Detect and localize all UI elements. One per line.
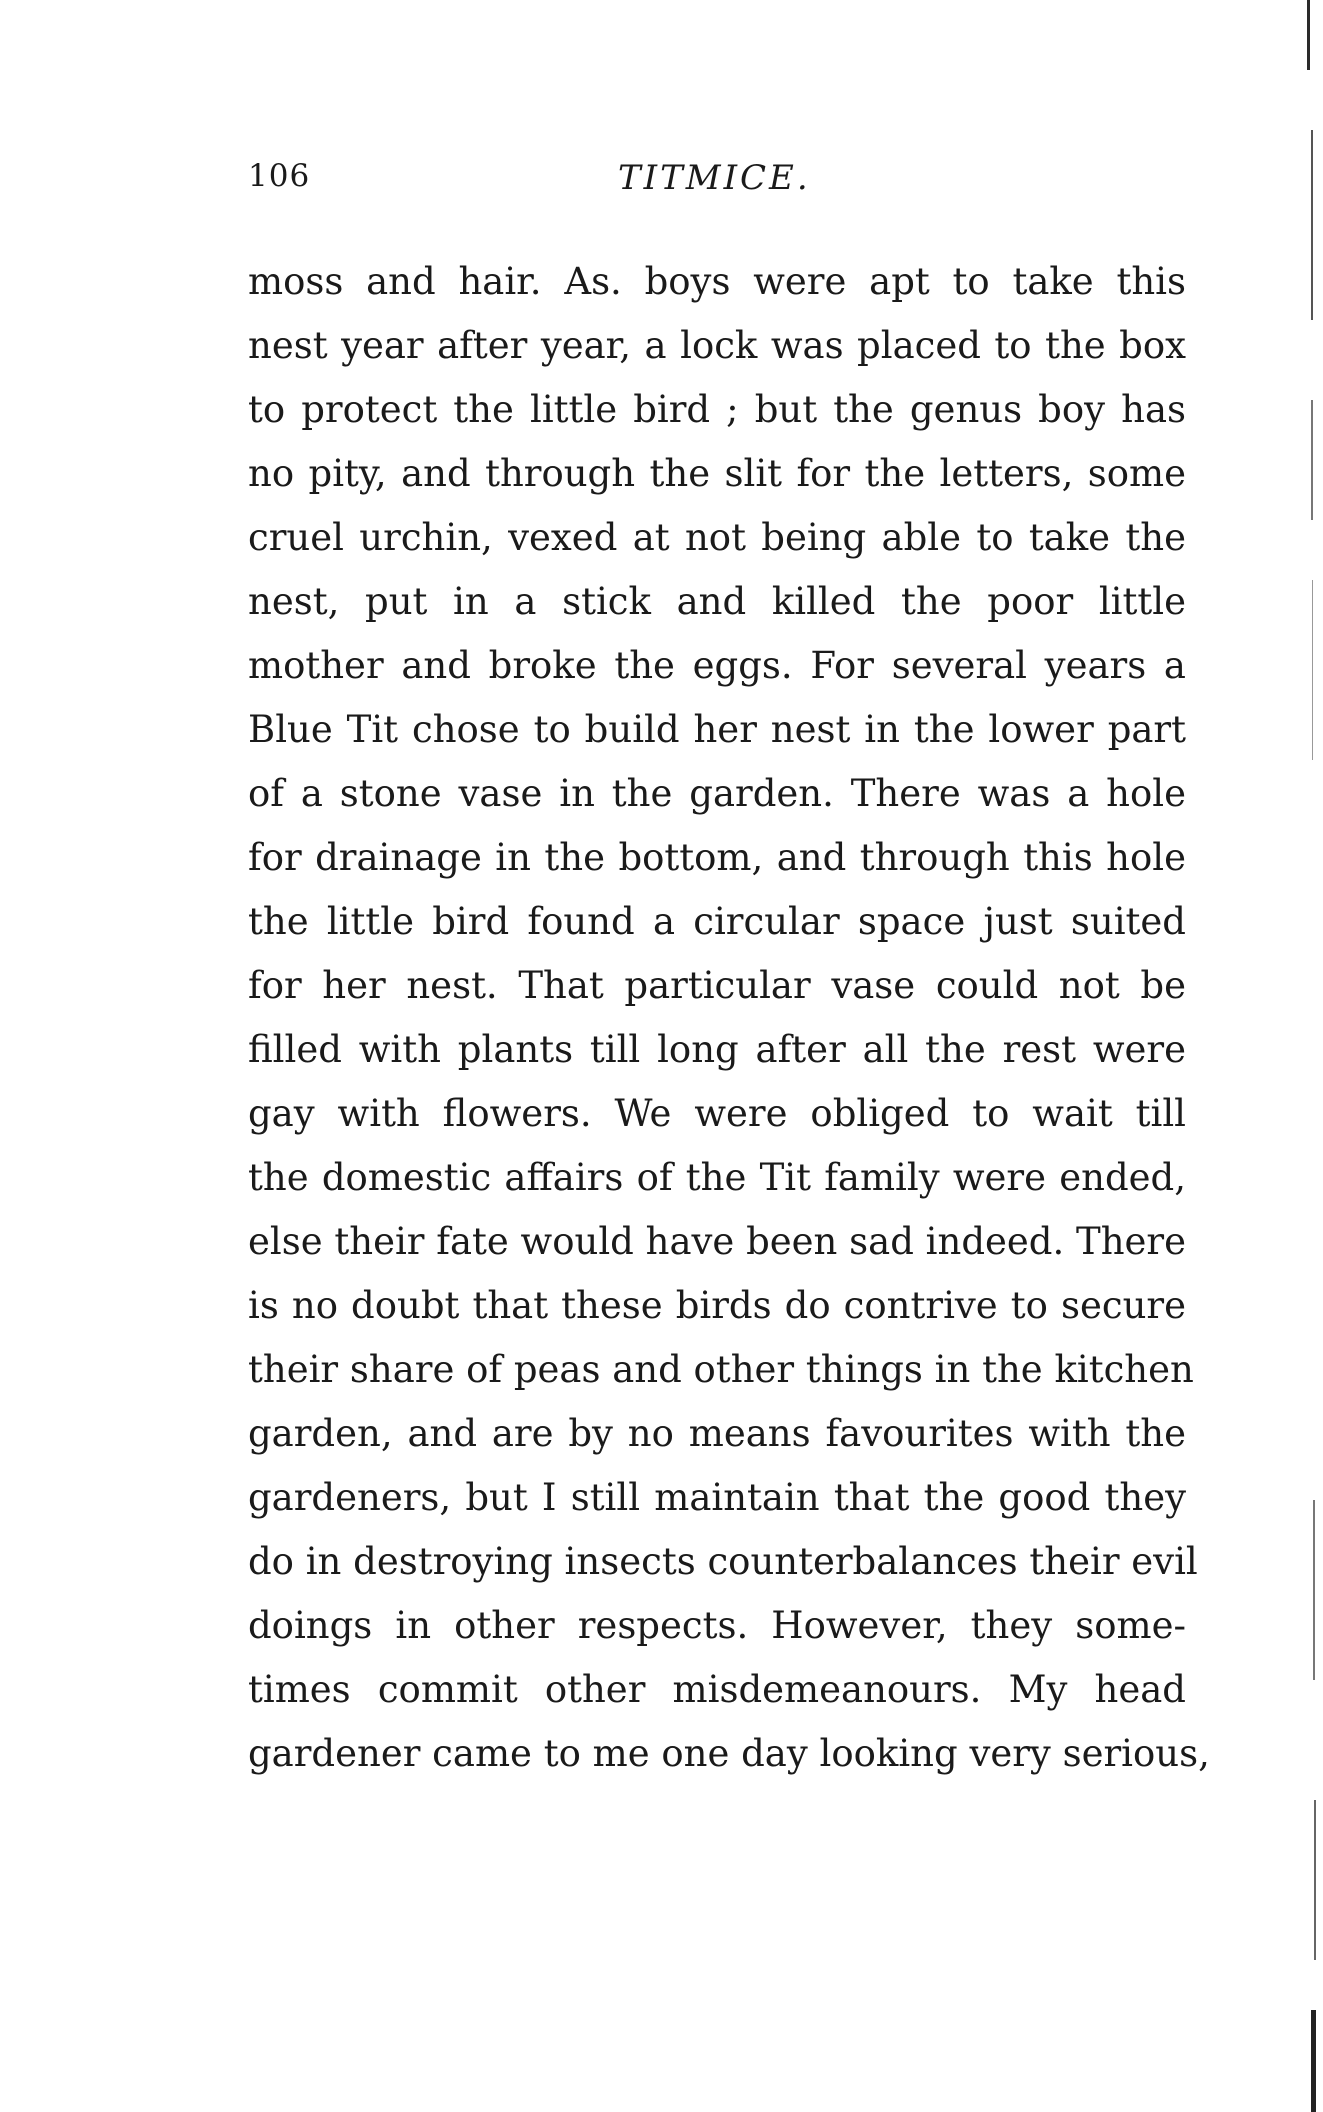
text-line: no pity, and through the slit for the letters, some <box>248 452 1186 495</box>
binding-rule <box>1312 580 1313 760</box>
page-binding-edge <box>1297 0 1323 2112</box>
binding-rule <box>1311 400 1313 520</box>
binding-rule <box>1314 1800 1316 1960</box>
text-line: gay with flowers. We were obliged to wait till <box>248 1092 1186 1135</box>
text-line: for drainage in the bottom, and through this hole <box>248 836 1186 879</box>
text-line: Blue Tit chose to build her nest in the lower part <box>248 708 1186 751</box>
text-line: cruel urchin, vexed at not being able to take the <box>248 516 1186 559</box>
text-line: is no doubt that these birds do contrive to secure <box>248 1284 1186 1327</box>
text-line: do in destroying insects counterbalances their evil <box>248 1540 1198 1583</box>
page-number: 106 <box>248 158 311 194</box>
text-line: times commit other misdemeanours. My head <box>248 1668 1186 1711</box>
text-line: nest year after year, a lock was placed to the box <box>248 324 1186 367</box>
text-line: for her nest. That particular vase could not be <box>248 964 1186 1007</box>
body-text <box>248 250 1210 1786</box>
text-line: their share of peas and other things in the kitchen <box>248 1348 1194 1391</box>
page-header <box>248 158 1186 208</box>
text-line: filled with plants till long after all the rest were <box>248 1028 1186 1071</box>
text-line: to protect the little bird ; but the genus boy has <box>248 388 1186 431</box>
text-line: mother and broke the eggs. For several years a <box>248 644 1186 687</box>
text-line: garden, and are by no means favourites with the <box>248 1412 1186 1455</box>
text-line: gardeners, but I still maintain that the good they <box>248 1476 1186 1519</box>
text-line: else their fate would have been sad indeed. There <box>248 1220 1186 1263</box>
text-line: the little bird found a circular space just suited <box>248 900 1186 943</box>
binding-rule <box>1307 0 1310 70</box>
text-line: gardener came to me one day looking very serious, <box>248 1732 1210 1775</box>
text-line: the domestic affairs of the Tit family were ended, <box>248 1156 1186 1199</box>
text-line: moss and hair. As. boys were apt to take this <box>248 260 1186 303</box>
binding-rule <box>1311 2010 1316 2112</box>
binding-rule <box>1313 1500 1315 1680</box>
text-line: of a stone vase in the garden. There was a hole <box>248 772 1186 815</box>
binding-rule <box>1311 130 1313 320</box>
running-title: TITMICE. <box>618 158 811 198</box>
text-line: doings in other respects. However, they some- <box>248 1604 1186 1647</box>
text-line: nest, put in a stick and killed the poor little <box>248 580 1186 623</box>
